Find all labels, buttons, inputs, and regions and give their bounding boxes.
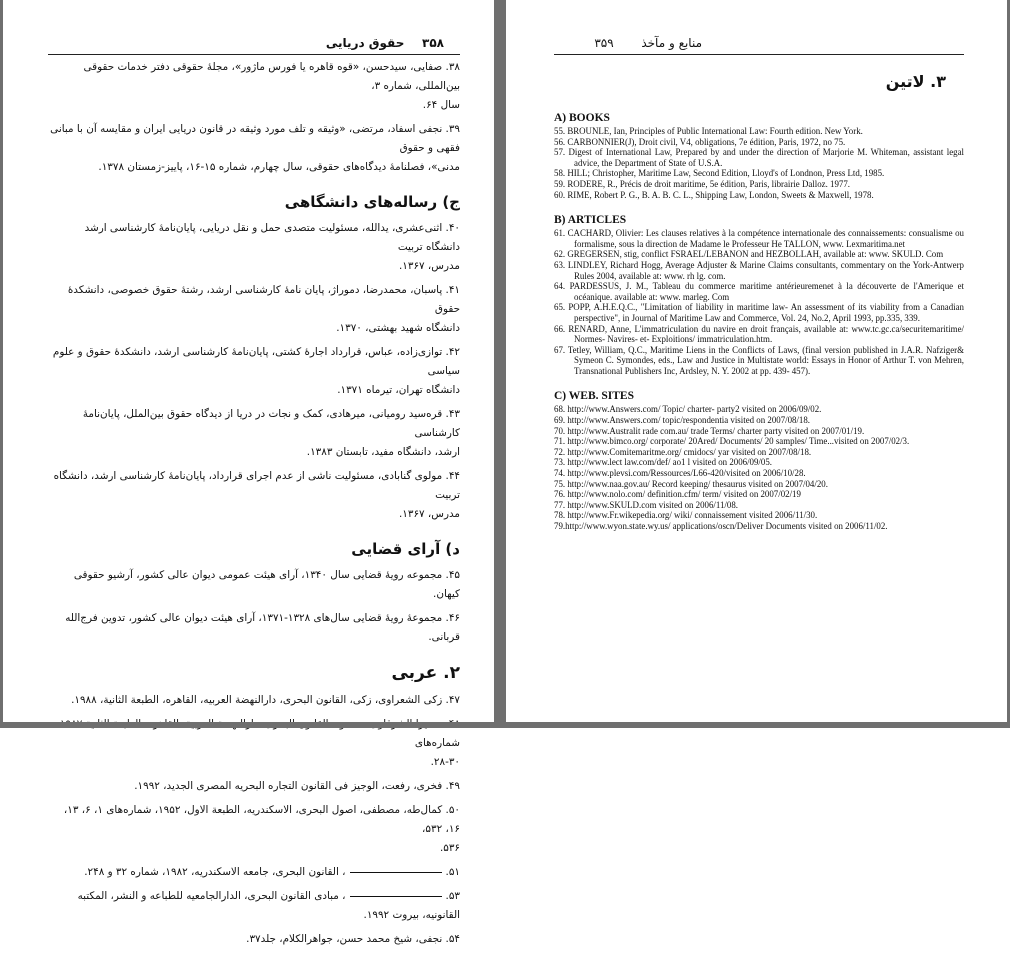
ditto-dash (350, 872, 442, 873)
right-page-number: ۳۵۹ (594, 36, 614, 50)
reference-entry: ۴۴. مولوی گنابادی، مسئولیت ناشی از عدم اجرای قرارداد، پایان‌نامهٔ کارشناسی ارشد، دانشگاه تربیت مدرس، ۱۳۶۷. (53, 470, 460, 520)
article-reference: 65. POPP, A.H.E.Q.C., "Limitation of liability in maritime law- An assessment of its viability from a Canadian perspective", in Journal of Maritime Law and Commerce, Vol. 24, No.2, April 1993, pp.335, 339. (554, 302, 964, 323)
book-reference: 60. RIME, Robert P. G., B. A. B. C. L., Shipping Law, London, Sweets & Maxwell, 1978. (554, 189, 874, 200)
book-reference: 58. HILL; Christopher, Maritime Law, Second Edition, Lloyd's of Londnon, Press Ltd, 1985. (554, 168, 885, 179)
article-reference: 64. PARDESSUS, J. M., Tableau du commerce maritime antérieuremenet à la découverte de l'Amerique et océanique. available at: www. marleg. Com (554, 281, 964, 302)
right-header-rule (554, 54, 964, 55)
reference-entry: شماره‌های ۲۸-۳۰. (414, 737, 460, 768)
left-header-rule (48, 54, 460, 55)
website-reference: 69. http://www.Answers.com/ topic/respondentia visited on 2007/08/18. (554, 415, 811, 426)
reference-entry: ۴۷. زکی الشعراوی، زکی، القانون البحری، دارالنهضة العربیه، القاهره، الطبعة الثانیة، ۱۹۸۸. (71, 694, 460, 706)
website-reference: 78. http://www.Fr.wikepedia.org/ wiki/ connaissement visited 2006/11/30. (554, 510, 818, 521)
ditto-dash (350, 896, 442, 897)
reference-entry: ۴۰. اثنی‌عشری، یدالله، مسئولیت متصدی حمل و نقل دریایی، پایان‌نامهٔ کارشناسی ارشد دانشگاه تربیت مدرس، ۱۳۶۷. (84, 222, 460, 272)
left-page-number: ۳۵۸ (422, 36, 444, 50)
website-reference: 70. http://www.Australit rade com.au/ trade Terms/ charter party visited on 2007/01/19. (554, 425, 865, 436)
right-page-body (554, 100, 964, 532)
article-reference: 67. Tetley, William, Q.C., Maritime Liens in the Conflicts of Laws, (final version published in J.A.R. Nafziger& Symeon C. Symondes, eds., Law and Justice in Multistate world: Essays in Honor of Arthur T. von Mehren, Transnational Publishers Inc, Ardsley, N. Y. 2002 at pp. 439- 457). (554, 344, 964, 376)
section-title-theses: ج) رساله‌های دانشگاهی (284, 193, 460, 211)
left-page-header-title: حقوق دریایی (325, 36, 405, 50)
book-reference: 59. RODERE, R., Précis de droit maritime, 5e édition, Paris, librairie Dalloz. 1977. (554, 178, 851, 189)
reference-entry: ۴۲. توازی‌زاده، عباس، قرارداد اجارهٔ کشتی، پایان‌نامهٔ کارشناسی ارشد، دانشکدهٔ حقوق و علوم سیاسی دانشگاه تهران، تیرماه ۱۳۷۱. (52, 346, 460, 396)
website-reference: 72. http://www.Comitemaritme.org/ cmidocs/ yar visited on 2007/08/18. (554, 446, 812, 457)
articles-heading: B) ARTICLES (554, 214, 627, 227)
reference-entry: ۴۵. مجموعه رویهٔ قضایی سال ۱۳۴۰، آرای هیئت عمومی دیوان عالی کشور، آرشیو حقوقی کیهان. (73, 569, 460, 600)
website-reference: 74. http://www.plevsi.com/Ressources/L66-420/visited on 2006/10/28. (554, 468, 806, 479)
section-title-opinions: د) آرای قضایی (351, 540, 460, 558)
section-title-arabic: ۲. عربی (391, 663, 460, 683)
reference-entry: ۳۹. نجفی اسفاد، مرتضی، «وثیقه و تلف مورد وثیقه در قانون دریایی ایران و مقایسه آن با مبانی فقهی و حقوق مدنی»، فصلنامهٔ دیدگاه‌های حقوقی، سال چهارم، شماره ۱۵-۱۶، پاییز-زمستان ۱۳۷۸. (50, 123, 460, 173)
article-reference: 62. GREGERSEN, stig, conflict FSRAEL/LEBANON and HEZBOLLAH, available at: www. SKULD. Com (554, 249, 944, 260)
scan-edge-left (0, 0, 3, 728)
scan-edge-bottom (0, 722, 1010, 728)
left-page-body (48, 58, 460, 954)
books-heading: A) BOOKS (554, 112, 610, 124)
websites-heading: C) WEB. SITES (554, 390, 635, 403)
reference-entry: ۵۴. نجفی، شیخ محمد حسن، جواهرالکلام، جلد۳۷. (246, 933, 460, 945)
right-page-header (594, 36, 702, 50)
reference-entry: ۵۰. کمال‌طه، مصطفی، اصول البحری، الاسکندریه، الطبعة الاول، ۱۹۵۲، شماره‌های ۱، ۶، ۱۳، ۱۶، ۵۳۲، ۵۳۶. (63, 804, 460, 854)
reference-entry: ۴۹. فخری، رفعت، الوجیز فی القانون التجاره البحریه المصری الجدید، ۱۹۹۲. (134, 780, 460, 792)
article-reference: 61. CACHARD, Olivier: Les clauses relatives à la compétence internationale des connaissements: consualisme ou formalisme, sous la direction de Madame le Professeur He TALLON, www. Lexmaritima.net (554, 228, 964, 249)
website-reference: 71. http://www.bimco.org/ corporate/ 20Ared/ Documents/ 20 samples/ Time...visited on 2007/02/3. (554, 436, 910, 447)
reference-entry-ditto: ۵۳.، مبادی القانون البحری، الدارالجامعیه للطباعه و النشر، المکتبه القانونیه، بیروت ۱۹۹۲. (77, 890, 460, 921)
website-reference: 77. http://www.SKULD.com visited on 2006/11/08. (554, 499, 738, 510)
book-reference: 57. Digest of International Law, Prepared by and under the direction of Marjorie M. Whiteman, assistant legal advice, the Department of State of U.S.A. (554, 147, 964, 168)
website-reference: 76. http://www.nolo.com/ definition.cfm/ term/ visited on 2007/02/19 (554, 489, 801, 500)
website-reference: 68. http://www.Answers.com/ Topic/ charter- party2 visited on 2006/09/02. (554, 404, 822, 415)
right-page (506, 0, 1010, 728)
article-reference: 63. LINDLEY, Richard Hogg, Average Adjuster & Marine Claims consultants, commentary on the York-Antwerp Rules 2004, available at: www. rh lg. com. (554, 259, 964, 281)
reference-entry-ditto: ۵۱.، القانون البحری، جامعه الاسکندریه، ۱۹۸۲، شماره ۳۲ و ۲۴۸. (84, 866, 460, 878)
reference-entry: ۳۸. صفایی، سید‌حسن، «قوه قاهره یا فورس ماژور»، مجلهٔ حقوقی دفتر خدمات حقوقی بین‌المللی، شماره ۳، سال ۶۴. (83, 61, 460, 111)
latin-section-title: ۳. لاتین (885, 72, 946, 91)
right-page-header-title: منابع و مآخذ (641, 36, 702, 50)
website-reference: 79.http://www.wyon.state.wy.us/ applications/oscn/Deliver Documents visited on 2006/11/02. (554, 521, 888, 531)
left-page-header (326, 36, 444, 50)
book-gutter (494, 0, 506, 728)
reference-entry: ۴۱. پاسبان، محمدرضا، دموراژ، پایان نامهٔ کارشناسی ارشد، رشتهٔ حقوق خصوصی، دانشکدهٔ حقوق دانشگاه شهید بهشتی، ۱۳۷۰. (67, 284, 460, 334)
book-reference: 55. BROUNLE, Ian, Principles of Public International Law: Fourth edition. New York. (554, 126, 863, 136)
website-reference: 75. http://www.naa.gov.au/ Record keeping/ thesaurus visited on 2007/04/20. (554, 478, 828, 489)
article-reference: 66. RENARD, Anne, L'immatriculation du navire en droit français, available at: www.tc.gc.ca/securitemaritime/ Normes- Navires- et- Exploitions/ immatriculation.htm. (554, 323, 964, 345)
left-page (0, 0, 494, 945)
reference-entry: ۴۳. قره‌سید رومیانی، میرهادی، کمک و نجات در دریا از دیدگاه حقوق بین‌الملل، پایان‌نامهٔ کارشناسی ارشد، دانشگاه مفید، تابستان ۱۳۸۳. (82, 408, 460, 458)
reference-entry: ۴۶. مجموعهٔ رویهٔ قضایی سال‌های ۱۳۲۸-۱۳۷۱، آرای هیئت دیوان عالی کشور، تدوین فرج‌الله قربانی. (65, 612, 460, 643)
website-reference: 73. http://www.lect law.com/def/ ao1 l visited on 2006/09/05. (554, 457, 772, 468)
book-reference: 56. CARBONNIER(J), Droit civil, V4, obligations, 7e édition, Paris, 1972, no 75. (554, 136, 846, 147)
